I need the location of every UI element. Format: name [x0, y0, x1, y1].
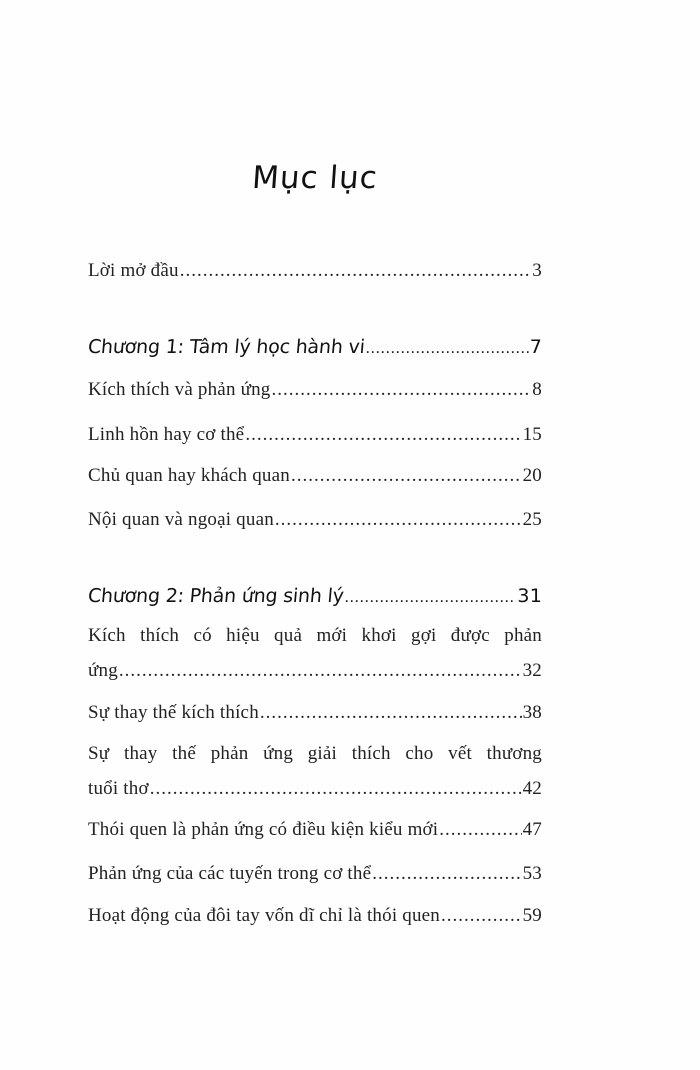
toc-entry-label: Linh hồn hay cơ thể: [88, 424, 245, 445]
toc-page-number: 20: [522, 465, 542, 486]
toc-entry[interactable]: [88, 421, 542, 449]
dot-leader: [119, 657, 522, 685]
dot-leader: [372, 860, 521, 888]
toc-page-number: 31: [517, 585, 542, 607]
page-title: Mục lục: [250, 160, 380, 196]
toc-page-number: 32: [522, 660, 542, 681]
dot-leader: [272, 376, 532, 404]
dot-leader: [441, 902, 522, 930]
toc-entry-label: Phản ứng của các tuyến trong cơ thể: [88, 863, 372, 884]
toc-entry-label-line1: Sự thay thế phản ứng giải thích cho vết thương: [88, 743, 542, 764]
toc-entry-label: Thói quen là phản ứng có điều kiện kiểu mới: [88, 819, 439, 840]
toc-entry-chapter-1[interactable]: [88, 333, 542, 363]
toc-entry-preface[interactable]: [88, 257, 542, 285]
dot-leader: [180, 257, 532, 285]
toc-entry-label: tuổi thơ: [88, 778, 149, 799]
toc-entry[interactable]: [88, 860, 542, 888]
toc-entry-chapter-2[interactable]: [88, 582, 542, 612]
toc-page-number: 3: [532, 260, 542, 281]
toc-entry[interactable]: [88, 902, 542, 930]
dot-leader: [345, 584, 517, 612]
toc-entry[interactable]: [88, 816, 542, 844]
toc-entry-label: ứng: [88, 660, 118, 681]
dot-leader: [366, 335, 529, 363]
toc-entry[interactable]: [88, 622, 542, 685]
toc-entry[interactable]: [88, 506, 542, 534]
dot-leader: [245, 421, 521, 449]
toc-page-number: 7: [529, 336, 542, 358]
toc-page-number: 59: [522, 905, 542, 926]
dot-leader: [291, 462, 522, 490]
toc-chapter-label: Chương 2: Phản ứng sinh lý: [87, 585, 345, 607]
toc-chapter-label: Chương 1: Tâm lý học hành vi: [87, 336, 366, 358]
toc-page-number: 42: [522, 778, 542, 799]
toc-page-number: 38: [522, 702, 542, 723]
dot-leader: [275, 506, 522, 534]
toc-entry-label: Sự thay thế kích thích: [88, 702, 259, 723]
toc-entry-label: Kích thích và phản ứng: [88, 379, 271, 400]
toc-page-number: 15: [522, 424, 542, 445]
toc-entry[interactable]: [88, 740, 542, 803]
dot-leader: [439, 816, 521, 844]
toc-page-number: 25: [522, 509, 542, 530]
toc-entry[interactable]: [88, 699, 542, 727]
toc-entry-label: Lời mở đầu: [88, 260, 179, 281]
dot-leader: [150, 775, 522, 803]
toc-entry-label: Hoạt động của đôi tay vốn dĩ chỉ là thói quen: [88, 905, 440, 926]
toc-entry-label-line1: Kích thích có hiệu quả mới khơi gợi được phản: [88, 625, 542, 646]
toc-entry[interactable]: [88, 376, 542, 404]
dot-leader: [260, 699, 522, 727]
toc-entry[interactable]: [88, 462, 542, 490]
toc-entry-label: Chủ quan hay khách quan: [88, 465, 290, 486]
toc-page-number: 47: [522, 819, 542, 840]
toc-entry-label: Nội quan và ngoại quan: [88, 509, 274, 530]
toc-page-number: 8: [532, 379, 542, 400]
toc-page-number: 53: [522, 863, 542, 884]
